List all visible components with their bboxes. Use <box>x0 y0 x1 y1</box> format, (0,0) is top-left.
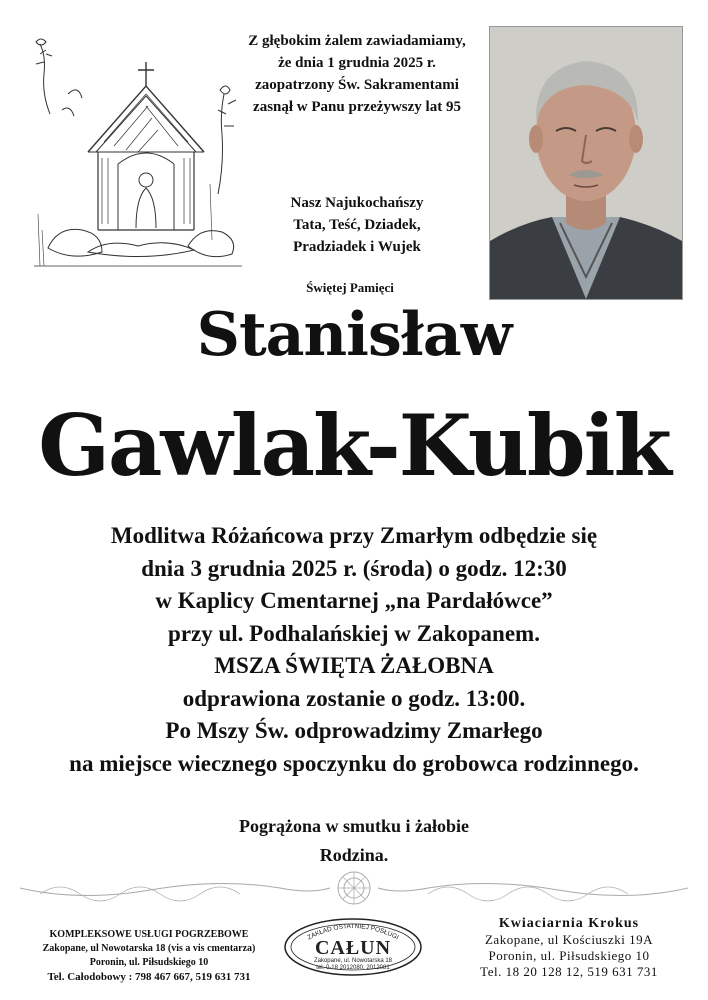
ceremony-line: Modlitwa Różańcowa przy Zmarłym odbędzie się <box>110 523 598 548</box>
ceremony-line: odprawiona zostanie o godz. 13:00. <box>182 685 526 711</box>
florist-address: Poronin, ul. Piłsudskiego 10 <box>488 948 650 963</box>
decorative-ornament <box>20 868 688 908</box>
logo-phone: tel. 0-18 2012080, 2012081 <box>316 965 390 971</box>
calun-logo <box>282 916 424 978</box>
intro-line: że dnia 1 grudnia 2025 r. <box>278 55 436 71</box>
florist-name: Kwiaciarnia Krokus <box>498 916 640 931</box>
ceremony-line: na miejsce wiecznego spoczynku do grobowca rodzinnego. <box>69 750 639 776</box>
intro-line: zasnął w Panu przeżywszy lat 95 <box>253 99 461 115</box>
funeral-services-address: Poronin, ul. Piłsudskiego 10 <box>89 957 209 968</box>
florist-address: Zakopane, ul Kościuszki 19A <box>484 932 654 947</box>
logo-name: CAŁUN <box>314 937 392 959</box>
deceased-surname: Gawlak-Kubik <box>38 396 670 495</box>
funeral-services-title: KOMPLEKSOWE USŁUGI POGRZEBOWE <box>49 929 249 940</box>
ceremony-line: przy ul. Podhalańskiej w Zakopanem. <box>168 620 540 646</box>
intro-text <box>222 30 492 118</box>
family-line: Tata, Teść, Dziadek, <box>293 217 421 233</box>
intro-line: Z głębokim żalem zawiadamiamy, <box>248 33 466 49</box>
ceremony-line: MSZA ŚWIĘTA ŻAŁOBNA <box>214 653 494 678</box>
in-memory-label: Świętej Pamięci <box>306 280 394 295</box>
family-line: Nasz Najukochańszy <box>290 195 424 211</box>
funeral-services-phone: Tel. Całodobowy : 798 467 667, 519 631 731 <box>47 971 251 983</box>
ceremony-details <box>0 520 708 780</box>
mourners-line: Pogrążona w smutku i żałobie <box>238 816 469 836</box>
chapel-illustration <box>28 34 250 274</box>
ceremony-line: w Kaplicy Cmentarnej „na Pardałówce” <box>155 588 553 613</box>
florist-info <box>444 916 694 980</box>
intro-line: zaopatrzony Św. Sakramentami <box>255 77 459 93</box>
funeral-services-address: Zakopane, ul Nowotarska 18 (vis a vis cmentarza) <box>42 943 256 954</box>
portrait-photo <box>489 26 683 300</box>
logo-address: Zakopane, ul. Nowotarska 18 <box>313 958 393 964</box>
family-relations <box>262 192 452 258</box>
ceremony-line: Po Mszy Św. odprowadzimy Zmarłego <box>165 718 543 743</box>
mourners-line: Rodzina. <box>319 845 389 865</box>
deceased-first-name: Stanisław <box>196 300 512 370</box>
ceremony-line: dnia 3 grudnia 2025 r. (środa) o godz. 12:30 <box>141 555 567 581</box>
florist-phone: Tel. 18 20 128 12, 519 631 731 <box>480 964 658 979</box>
logo-top-text: ZAKŁAD OSTATNIEJ POSŁUGI <box>306 922 400 942</box>
funeral-services-info <box>14 928 284 984</box>
family-line: Pradziadek i Wujek <box>293 239 421 255</box>
mourners-signature <box>0 812 708 870</box>
